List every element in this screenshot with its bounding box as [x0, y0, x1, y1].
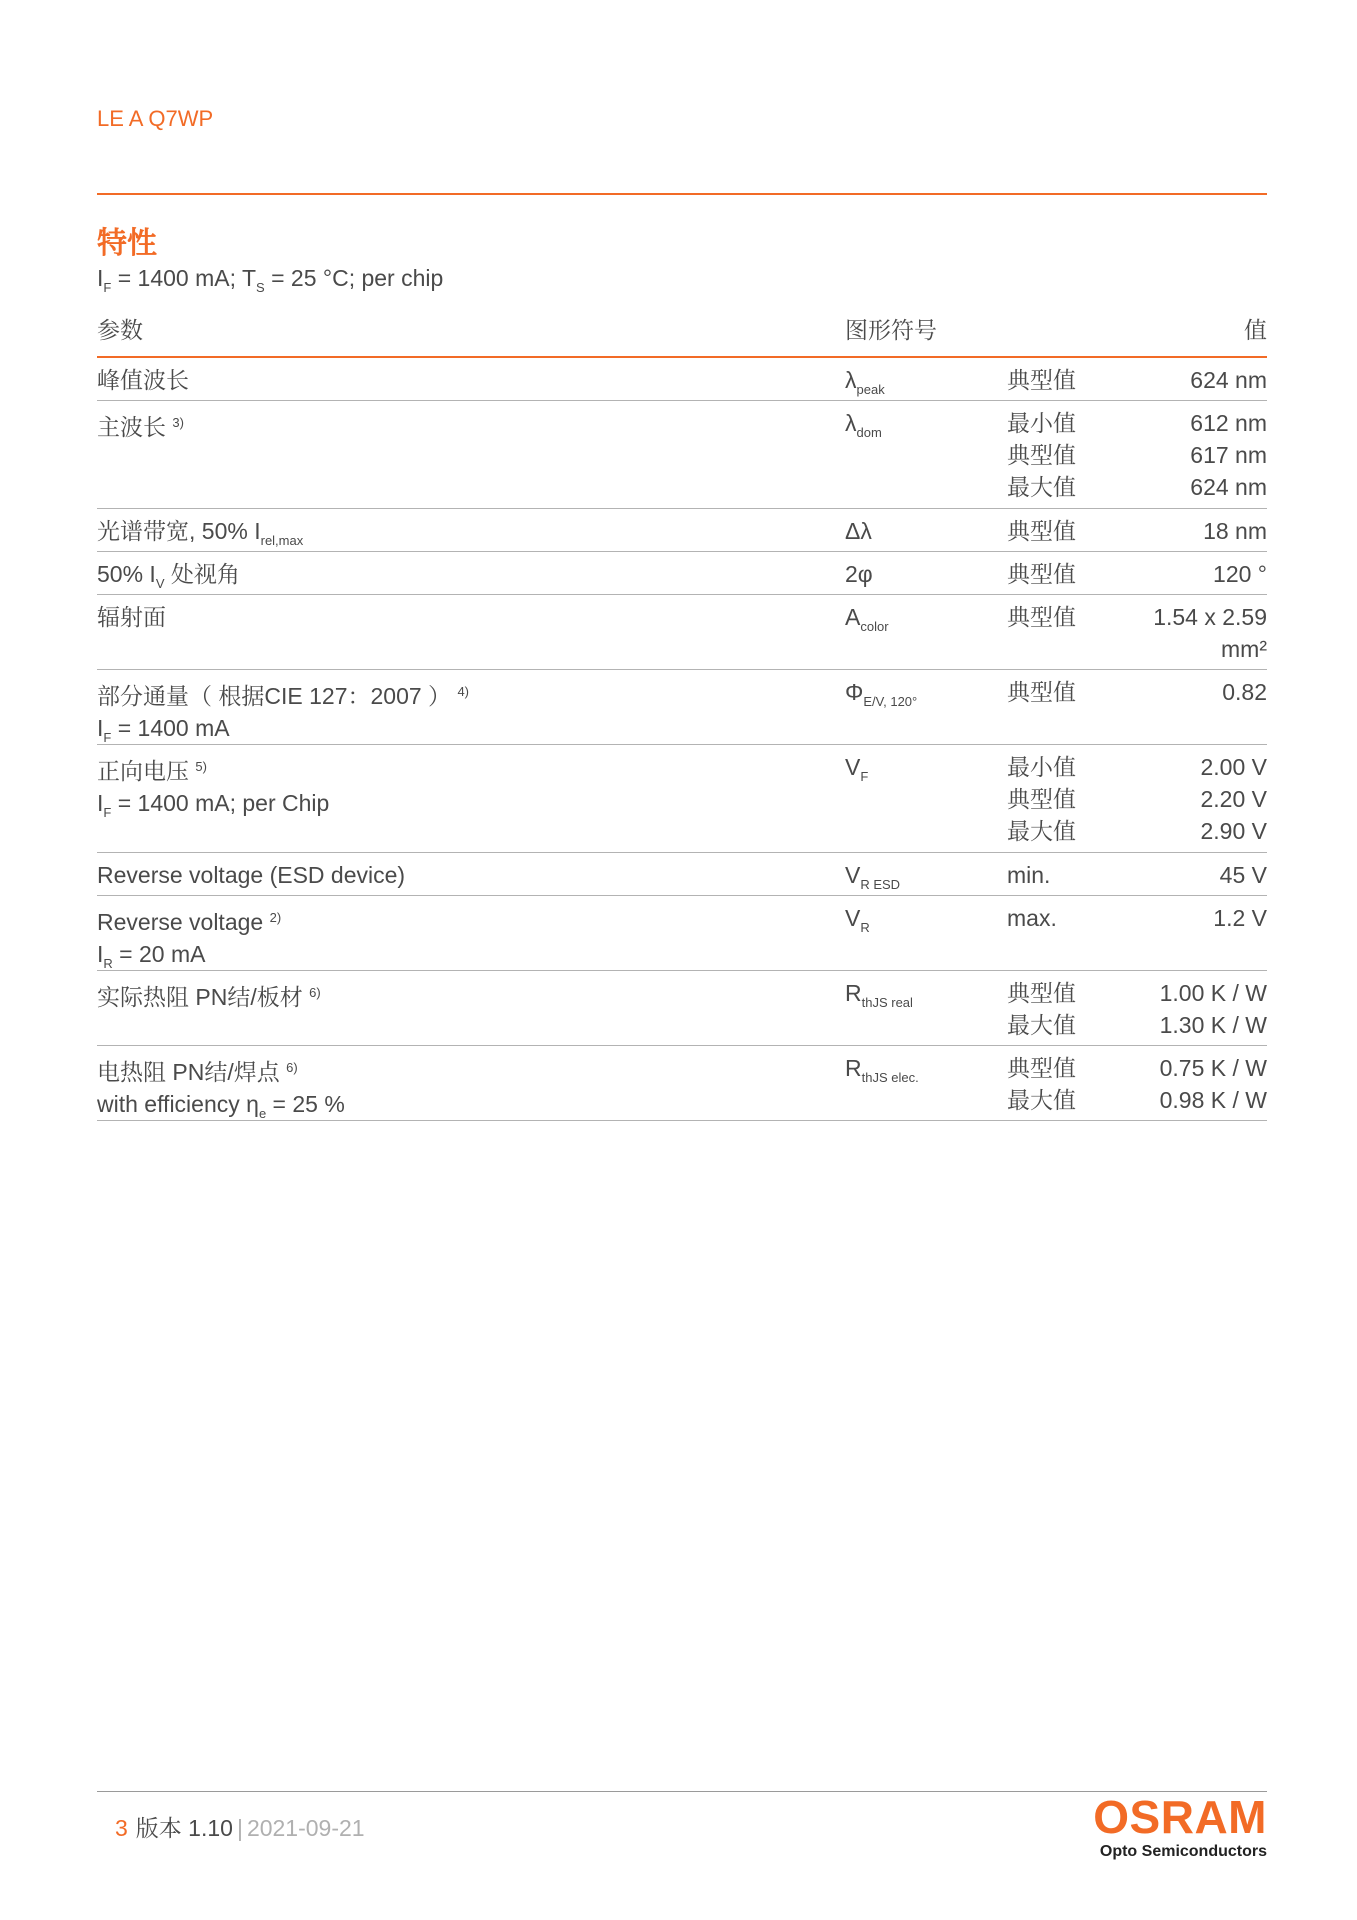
- parameter-cell: [97, 859, 817, 891]
- symbol-sub: peak: [856, 382, 885, 397]
- value: 2.20 V: [1200, 786, 1267, 812]
- value-type: 典型值: [1007, 367, 1076, 393]
- parameter-cell: [97, 751, 817, 829]
- footnote-ref: 4): [457, 684, 470, 699]
- symbol-cell: [845, 601, 889, 643]
- footnote-ref: 2): [269, 910, 282, 925]
- cond-temp-sub: S: [256, 280, 265, 295]
- symbol: V: [845, 862, 861, 888]
- condition-text: = 1400 mA; per Chip: [111, 790, 330, 816]
- footnote-ref: 6): [309, 985, 321, 1000]
- value: 2.90 V: [1200, 818, 1267, 844]
- header-divider: [97, 193, 1267, 195]
- footnote-ref: 6): [286, 1060, 298, 1075]
- value-cell: [1220, 859, 1267, 891]
- condition-text: with efficiency η: [97, 1091, 259, 1117]
- value: 1.2 V: [1213, 905, 1267, 931]
- value-type: min.: [1007, 862, 1051, 888]
- type-cell: [1007, 859, 1050, 891]
- table-row: [97, 896, 1267, 971]
- value: 1.30 K / W: [1159, 1012, 1267, 1038]
- condition-sub: F: [103, 730, 112, 745]
- value-type: 典型值: [1007, 1055, 1076, 1081]
- table-row: [97, 1046, 1267, 1121]
- parameter-name: 峰值波长: [97, 367, 189, 393]
- osram-logo: [1093, 1792, 1267, 1862]
- condition-sub: F: [103, 805, 112, 820]
- parameter-name: 部分通量（ 根据CIE 127：2007 ）: [97, 683, 452, 709]
- value-cell: [1190, 364, 1267, 396]
- value-cell: [1201, 751, 1268, 847]
- table-row: [97, 745, 1267, 853]
- value-type: 最小值: [1007, 754, 1076, 780]
- parameter-name: 实际热阻 PN结/板材: [97, 984, 303, 1010]
- value-type: 典型值: [1007, 442, 1076, 468]
- type-cell: [1007, 601, 1076, 633]
- value: 0.75 K / W: [1159, 1055, 1267, 1081]
- table-row: [97, 509, 1267, 552]
- parameter-sub: V: [155, 576, 165, 591]
- parameter-cell: [97, 1052, 817, 1130]
- type-cell: [1007, 364, 1076, 396]
- table-row: [97, 595, 1267, 670]
- value-type: 典型值: [1007, 561, 1076, 587]
- value: 1.00 K / W: [1159, 980, 1267, 1006]
- symbol-cell: [845, 515, 872, 547]
- symbol-cell: [845, 859, 900, 901]
- symbol-cell: [845, 751, 868, 793]
- footer-separator: |: [236, 1815, 243, 1841]
- value-type: 典型值: [1007, 679, 1076, 705]
- value-type: 典型值: [1007, 980, 1076, 1006]
- symbol: A: [845, 604, 861, 630]
- parameter-name: 辐射面: [97, 604, 166, 630]
- symbol-cell: [845, 676, 917, 718]
- type-cell: [1007, 558, 1076, 590]
- value: 2.00 V: [1200, 754, 1267, 780]
- parameter-name: 电热阻 PN结/焊点: [97, 1059, 280, 1085]
- condition-text: = 20 mA: [112, 941, 206, 967]
- value-cell: [1160, 977, 1267, 1041]
- value-type: 最小值: [1007, 410, 1076, 436]
- parameter-name-end: 处视角: [164, 561, 240, 587]
- type-cell: [1007, 902, 1057, 934]
- type-cell: [1007, 407, 1076, 503]
- symbol: Φ: [845, 679, 864, 705]
- value-cell: [1222, 676, 1267, 708]
- symbol-cell: [845, 364, 885, 406]
- symbol-cell: [845, 407, 882, 449]
- value: 624 nm: [1190, 367, 1267, 393]
- symbol-sub: E/V, 120°: [863, 694, 918, 709]
- value-type: 最大值: [1007, 1087, 1076, 1113]
- parameter-name: 50% I: [97, 561, 156, 587]
- value-type: 典型值: [1007, 786, 1076, 812]
- table-row: [97, 358, 1267, 401]
- cond-current-sub: F: [103, 280, 112, 295]
- value: 18 nm: [1203, 518, 1267, 544]
- condition-symbol: I: [97, 790, 104, 816]
- footer-info: [115, 1810, 365, 1843]
- parameter-cell: [97, 515, 817, 557]
- condition-text-end: = 25 %: [266, 1091, 345, 1117]
- parameter-sub: rel,max: [260, 533, 304, 548]
- footer-divider: [97, 1791, 1267, 1792]
- parameter-cell: [97, 977, 817, 1013]
- table-row: [97, 401, 1267, 509]
- parameter-cell: [97, 902, 817, 980]
- value-unit: mm²: [1221, 636, 1267, 662]
- symbol: Δλ: [845, 518, 872, 544]
- version: 版本 1.10: [135, 1815, 233, 1841]
- symbol-cell: [845, 977, 913, 1019]
- table-header: [97, 306, 1267, 358]
- condition-text: = 1400 mA: [111, 715, 230, 741]
- value-cell: [1190, 407, 1267, 503]
- type-cell: [1007, 515, 1076, 547]
- symbol: V: [845, 905, 861, 931]
- value-cell: [1213, 558, 1267, 590]
- test-conditions: [97, 265, 443, 295]
- parameter-cell: [97, 558, 817, 600]
- table-row: [97, 670, 1267, 745]
- col-symbol: 图形符号: [845, 317, 937, 343]
- value-cell: [1203, 515, 1267, 547]
- symbol: R: [845, 980, 862, 1006]
- value-cell: [1213, 902, 1267, 934]
- table-row: [97, 971, 1267, 1046]
- symbol: R: [845, 1055, 862, 1081]
- symbol-cell: [845, 902, 870, 944]
- value: 617 nm: [1190, 442, 1267, 468]
- type-cell: [1007, 977, 1076, 1041]
- parameter-cell: [97, 407, 817, 443]
- symbol-sub: F: [860, 769, 869, 784]
- cond-current-symbol: I: [97, 265, 104, 291]
- value-cell: [1153, 601, 1267, 665]
- symbol-sub: R: [860, 920, 870, 935]
- value-type: 典型值: [1007, 518, 1076, 544]
- condition-symbol: I: [97, 715, 104, 741]
- parameter-cell: [97, 601, 817, 633]
- parameter-name: Reverse voltage: [97, 909, 264, 935]
- parameter-name: 主波长: [97, 414, 166, 440]
- parameter-name: 正向电压: [97, 758, 189, 784]
- value-type: 最大值: [1007, 1012, 1076, 1038]
- symbol-sub: color: [860, 619, 889, 634]
- symbol: λ: [845, 367, 857, 393]
- value: 1.54 x 2.59: [1153, 604, 1267, 630]
- value-cell: [1160, 1052, 1267, 1116]
- value: 0.98 K / W: [1159, 1087, 1267, 1113]
- section-title: 特性: [97, 227, 157, 260]
- logo-subtitle: Opto Semiconductors: [1099, 1843, 1267, 1860]
- cond-text: = 1400 mA; T: [111, 265, 257, 291]
- table-row: [97, 552, 1267, 595]
- parameter-name: 光谱带宽, 50% I: [97, 518, 261, 544]
- value-type: 典型值: [1007, 604, 1076, 630]
- value-type: max.: [1007, 905, 1057, 931]
- type-cell: [1007, 1052, 1076, 1116]
- document-id: LE A Q7WP: [97, 106, 214, 131]
- symbol: V: [845, 754, 861, 780]
- footnote-ref: 5): [195, 759, 207, 774]
- footnote-ref: 3): [172, 415, 184, 430]
- characteristics-table: [97, 306, 1267, 1121]
- symbol-sub: thJS elec.: [861, 1070, 919, 1085]
- cond-text-end: = 25 °C; per chip: [264, 265, 444, 291]
- value: 624 nm: [1190, 474, 1267, 500]
- condition-sub: e: [258, 1106, 267, 1121]
- value: 45 V: [1219, 862, 1267, 888]
- symbol-sub: dom: [856, 425, 882, 440]
- parameter-name: Reverse voltage (ESD device): [97, 862, 406, 888]
- value: 120 °: [1213, 561, 1267, 587]
- symbol: λ: [845, 410, 857, 436]
- symbol-cell: [845, 1052, 919, 1094]
- table-row: [97, 853, 1267, 896]
- symbol-cell: [845, 558, 873, 590]
- value: 612 nm: [1190, 410, 1267, 436]
- value-type: 最大值: [1007, 474, 1076, 500]
- value-type: 最大值: [1007, 818, 1076, 844]
- symbol: 2φ: [845, 561, 873, 587]
- page-number: 3: [115, 1815, 128, 1841]
- parameter-cell: [97, 676, 817, 754]
- parameter-cell: [97, 364, 817, 396]
- col-parameter: 参数: [97, 317, 143, 343]
- condition-symbol: I: [97, 941, 104, 967]
- symbol-sub: thJS real: [861, 995, 913, 1010]
- type-cell: [1007, 751, 1076, 847]
- col-value: 值: [1244, 317, 1267, 343]
- condition-sub: R: [103, 956, 113, 971]
- symbol-sub: R ESD: [860, 877, 901, 892]
- logo-wordmark: OSRAM: [1093, 1791, 1267, 1843]
- value: 0.82: [1222, 679, 1267, 705]
- type-cell: [1007, 676, 1076, 708]
- release-date: 2021-09-21: [246, 1815, 365, 1841]
